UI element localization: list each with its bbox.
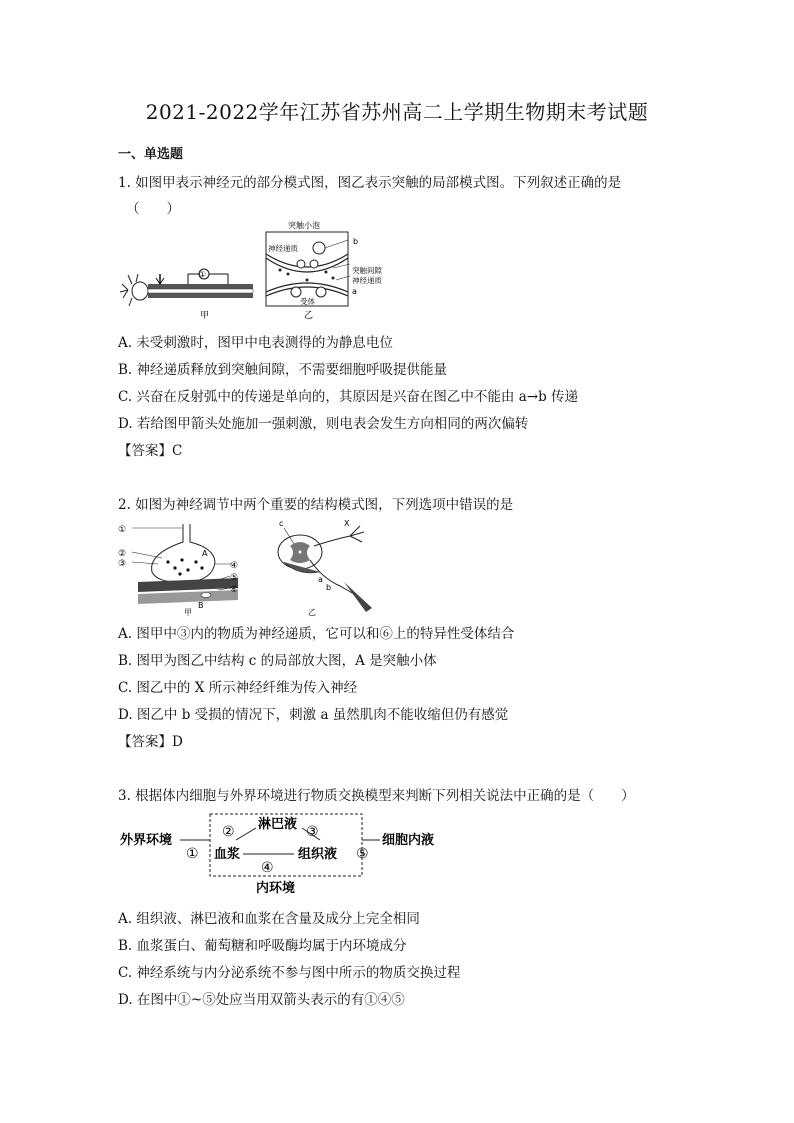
q3-tissue-fluid: 组织液 (298, 847, 338, 862)
q2-option-c: C. 图乙中的 X 所示神经纤维为传入神经 (118, 680, 358, 696)
q2-fig-label-b: b (326, 583, 332, 592)
q1-fig-label-transmitter2: 神经递质 (352, 276, 382, 285)
q3-option-a: A. 组织液、淋巴液和血浆在含量及成分上完全相同 (118, 911, 420, 927)
q2-fig-label-6: ⑥ (230, 585, 239, 595)
q1-option-d: D. 若给图甲箭头处施加一强刺激，则电表会发生方向相同的两次偏转 (118, 416, 529, 432)
q2-option-b: B. 图甲为图乙中结构 c 的局部放大图，A 是突触小体 (118, 653, 437, 669)
q1-fig-yi-label: 乙 (304, 311, 314, 321)
q2-option-d: D. 图乙中 b 受损的情况下，刺激 a 虽然肌肉不能收缩但仍有感觉 (118, 707, 509, 723)
q1-stem-line1: 1. 如图甲表示神经元的部分模式图，图乙表示突触的局部模式图。下列叙述正确的是 (118, 175, 622, 191)
q3-num-4: ④ (261, 860, 274, 876)
q3-option-b: B. 血浆蛋白、葡萄糖和呼吸酶均属于内环境成分 (118, 938, 407, 954)
q3-diagram (118, 810, 448, 900)
q1-fig-label-receptor: 受体 (300, 297, 315, 306)
q1-fig-label-cleft: 突触间隙 (352, 266, 382, 275)
q2-figure (118, 516, 378, 616)
q1-fig-label-b: b (353, 237, 359, 246)
q2-fig-jia-label: 甲 (184, 608, 192, 616)
q3-num-5: ⑤ (356, 846, 369, 862)
q1-fig-label-transmitter: 神经递质 (268, 244, 298, 253)
q2-fig-yi-label: 乙 (308, 608, 316, 616)
q3-outer-environment: 外界环境 (120, 833, 173, 848)
q1-option-c: C. 兴奋在反射弧中的传递是单向的，其原因是兴奋在图乙中不能由 a→b 传递 (118, 389, 579, 405)
q3-lymph: 淋巴液 (258, 817, 298, 832)
q3-num-1: ① (186, 846, 199, 862)
q2-fig-label-4: ④ (230, 561, 239, 571)
q2-option-a: A. 图甲中③内的物质为神经递质，它可以和⑥上的特异性受体结合 (118, 626, 515, 642)
q2-fig-label-a: a (318, 575, 323, 584)
q3-plasma: 血浆 (214, 847, 241, 862)
q2-answer: 【答案】D (118, 734, 183, 750)
q1-option-b: B. 神经递质释放到突触间隙，不需要细胞呼吸提供能量 (118, 362, 448, 378)
q2-fig-label-X: X (344, 519, 350, 528)
q3-num-3: ③ (306, 824, 319, 840)
q3-internal-environment: 内环境 (256, 881, 296, 896)
q2-fig-label-1: ① (118, 525, 127, 535)
q1-fig-label-a: a (352, 287, 357, 296)
q3-stem: 3. 根据体内细胞与外界环境进行物质交换模型来判断下列相关说法中正确的是（ ） (118, 788, 635, 804)
q3-num-2: ② (222, 824, 235, 840)
q3-option-d: D. 在图中①~⑤处应当用双箭头表示的有①④⑤ (118, 992, 405, 1008)
q1-fig-meter-label: ① (199, 270, 207, 279)
q1-answer: 【答案】C (118, 443, 183, 459)
q2-fig-label-B: B (198, 601, 204, 610)
page-title: 2021-2022学年江苏省苏州高二上学期生物期末考试题 (145, 100, 649, 124)
q2-stem: 2. 如图为神经调节中两个重要的结构模式图，下列选项中错误的是 (118, 497, 514, 513)
q1-fig-label-vesicle: 突触小泡 (288, 221, 320, 230)
q1-option-a: A. 未受刺激时，图甲中电表测得的为静息电位 (118, 335, 393, 351)
q2-fig-label-3: ③ (118, 559, 127, 569)
q2-fig-yi-spinal (278, 526, 372, 612)
q1-figure (118, 218, 418, 326)
q1-fig-jia-neuron (120, 269, 253, 306)
q2-fig-label-c: c (279, 519, 284, 528)
q2-fig-label-A: A (202, 549, 208, 558)
q2-fig-jia-synapse (132, 524, 238, 604)
q1-stem-line2: （ ） (126, 201, 180, 217)
section-heading: 一、单选题 (118, 147, 184, 162)
q1-fig-jia-label: 甲 (200, 311, 210, 321)
q2-fig-label-2: ② (118, 549, 127, 559)
q3-option-c: C. 神经系统与内分泌系统不参与图中所示的物质交换过程 (118, 965, 461, 981)
q3-intracellular-fluid: 细胞内液 (382, 833, 435, 848)
q2-fig-label-5: ⑤ (230, 573, 239, 583)
